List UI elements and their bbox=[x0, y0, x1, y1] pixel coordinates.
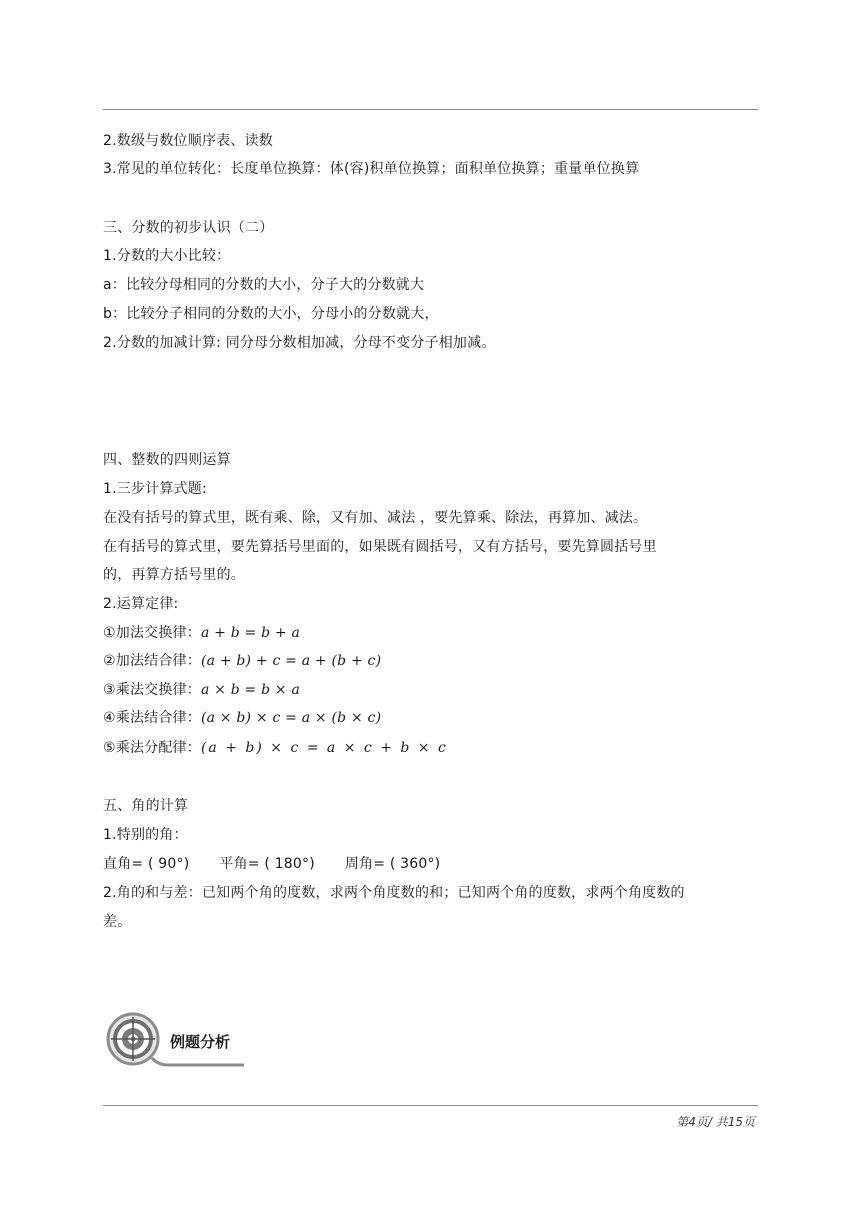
text-line: 2.角的和与差：已知两个角的度数，求两个角度数的和；已知两个角的度数，求两个角度数的 bbox=[103, 885, 685, 901]
text-line: 2.数级与数位顺序表、读数 bbox=[103, 133, 273, 149]
text-line: 的，再算方括号里的。 bbox=[103, 567, 245, 583]
text-line: 1.特别的角： bbox=[103, 827, 188, 843]
law-label: ②加法结合律： bbox=[103, 653, 201, 669]
example-analysis-label: 例题分析 bbox=[170, 1033, 231, 1051]
law-label: ③乘法交换律： bbox=[103, 682, 201, 698]
law-formula: a + b = b + a bbox=[200, 625, 301, 641]
section-heading: 五、角的计算 bbox=[103, 798, 189, 814]
angle-list bbox=[103, 854, 440, 874]
law-label: ①加法交换律： bbox=[103, 625, 201, 641]
text-line: b：比较分子相同的分数的大小，分母小的分数就大， bbox=[103, 306, 439, 322]
law-formula: (a + b) + c = a + (b + c) bbox=[200, 653, 382, 669]
law-distributive bbox=[103, 738, 448, 758]
law-addition-commutative bbox=[103, 623, 300, 643]
text-line: 在没有括号的算式里，既有乘、除，又有加、减法 ，要先算乘、除法，再算加、减法。 bbox=[103, 510, 648, 526]
text-line: a：比较分母相同的分数的大小，分子大的分数就大 bbox=[103, 277, 425, 293]
law-label: ⑤乘法分配律： bbox=[103, 740, 201, 756]
text-line: 1.三步计算式题: bbox=[103, 481, 207, 497]
law-formula: (a + b) × c = a × c + b × c bbox=[200, 740, 448, 756]
law-multiplication-commutative bbox=[103, 680, 300, 700]
law-multiplication-associative bbox=[103, 708, 381, 728]
text-line: 1.分数的大小比较： bbox=[103, 248, 231, 264]
text-line: 差。 bbox=[103, 914, 132, 930]
law-addition-associative bbox=[103, 651, 381, 671]
law-formula: (a × b) × c = a × (b × c) bbox=[200, 710, 382, 726]
law-formula: a × b = b × a bbox=[200, 682, 301, 698]
section-heading: 三、分数的初步认识（二） bbox=[103, 220, 274, 236]
section-heading: 四、整数的四则运算 bbox=[103, 452, 231, 468]
text-line: 在有括号的算式里，要先算括号里面的，如果既有圆括号，又有方括号，要先算圆括号里 bbox=[103, 539, 657, 555]
angle-straight: 平角= ( 180°) bbox=[219, 856, 315, 872]
angle-full: 周角= ( 360°) bbox=[344, 856, 441, 872]
angle-right: 直角= ( 90°) bbox=[103, 856, 190, 872]
text-line: 3.常见的单位转化：长度单位换算：体(容)积单位换算；面积单位换算；重量单位换算 bbox=[103, 161, 640, 177]
page-number: 第4页/ 共15页 bbox=[676, 1115, 755, 1129]
text-line: 2.分数的加减计算: 同分母分数相加减，分母不变分子相加减。 bbox=[103, 335, 496, 351]
footer-rule bbox=[103, 1105, 758, 1106]
header-rule bbox=[103, 109, 758, 110]
law-label: ④乘法结合律： bbox=[103, 710, 201, 726]
text-line: 2.运算定律: bbox=[103, 596, 179, 612]
